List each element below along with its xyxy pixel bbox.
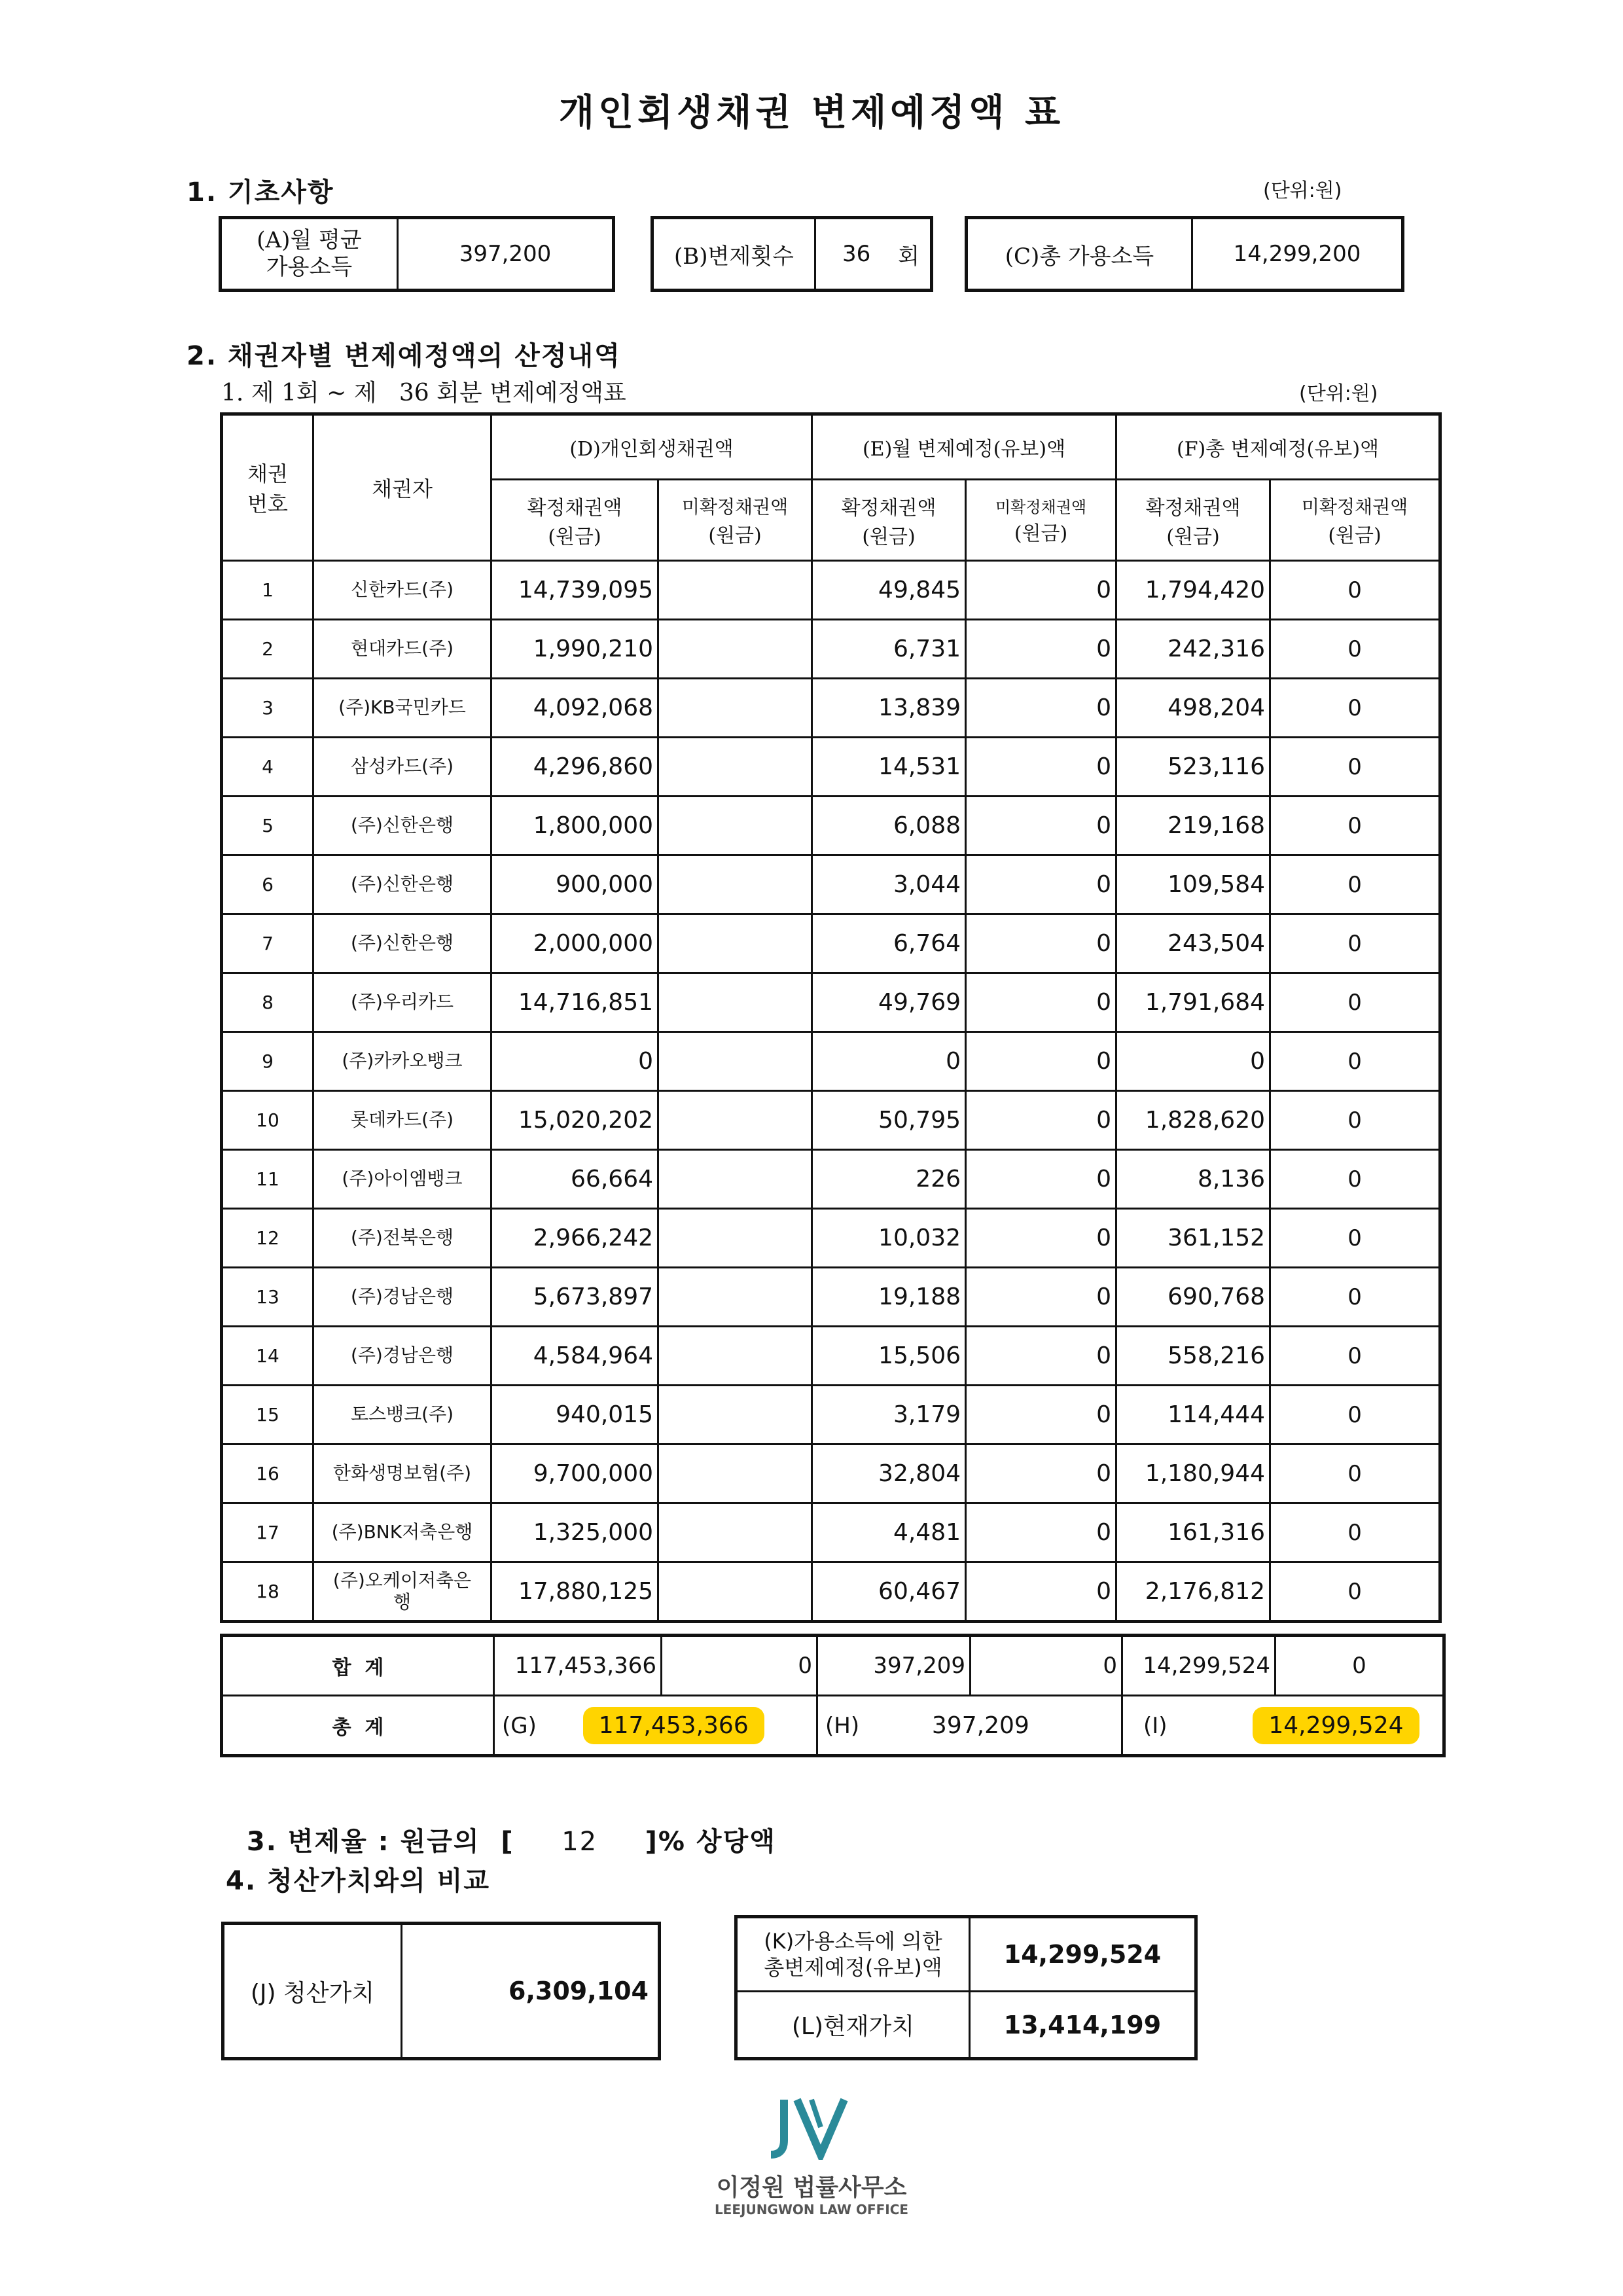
- row-e-confirmed: 6,764: [812, 914, 966, 973]
- row-e-confirmed: 226: [812, 1150, 966, 1209]
- subheader-d-confirmed: 확정채권액 (원금): [491, 480, 658, 561]
- row-d-confirmed: 14,716,851: [491, 973, 658, 1032]
- table-row: [222, 1150, 1440, 1209]
- row-creditor: (주)KB국민카드: [313, 679, 491, 738]
- row-d-confirmed: 1,325,000: [491, 1503, 658, 1562]
- page-title: 개인회생채권 변제예정액 표: [558, 91, 1065, 134]
- box-b-value: [816, 219, 930, 289]
- table-row: [222, 1032, 1440, 1091]
- row-f-confirmed: 161,316: [1116, 1503, 1270, 1562]
- law-office-name-en: LEEJUNGWON LAW OFFICE: [714, 2202, 909, 2217]
- row-f-unconfirmed: 0: [1270, 679, 1440, 738]
- j-label: (J) 청산가치: [224, 1925, 402, 2057]
- row-no: 13: [222, 1268, 313, 1327]
- row-e-confirmed: 50,795: [812, 1091, 966, 1150]
- section4-heading: 4. 청산가치와의 비교: [226, 1866, 490, 1896]
- section1-heading: 1. 기초사항: [187, 177, 334, 207]
- i-value: 14,299,524: [1253, 1707, 1419, 1744]
- row-f-confirmed: 1,794,420: [1116, 561, 1270, 620]
- row-d-unconfirmed: [658, 1562, 812, 1622]
- col-header-d: (D)개인회생채권액: [491, 414, 812, 480]
- row-d-confirmed: 4,296,860: [491, 738, 658, 797]
- table-row: [222, 679, 1440, 738]
- row-e-unconfirmed: 0: [966, 1209, 1116, 1268]
- row-creditor: (주)BNK저축은행: [313, 1503, 491, 1562]
- row-creditor: (주)경남은행: [313, 1327, 491, 1386]
- totals-table: [220, 1634, 1446, 1757]
- row-no: 16: [222, 1444, 313, 1503]
- i-label: (I): [1143, 1712, 1168, 1739]
- row-e-unconfirmed: 0: [966, 973, 1116, 1032]
- row-d-unconfirmed: [658, 1327, 812, 1386]
- row-f-confirmed: 1,791,684: [1116, 973, 1270, 1032]
- row-creditor: (주)경남은행: [313, 1268, 491, 1327]
- sum-e-unconfirmed: 0: [971, 1636, 1122, 1696]
- row-e-unconfirmed: 0: [966, 561, 1116, 620]
- row-e-confirmed: 15,506: [812, 1327, 966, 1386]
- section3-rate: [226, 1791, 776, 1858]
- box-b: [651, 216, 933, 292]
- grand-total-label: 총 계: [222, 1696, 494, 1756]
- row-d-confirmed: 4,584,964: [491, 1327, 658, 1386]
- table-row: [222, 1562, 1440, 1622]
- table-row: [222, 914, 1440, 973]
- table-row: [222, 1444, 1440, 1503]
- law-office-name: 이정원 법률사무소: [716, 2174, 907, 2201]
- row-e-confirmed: 49,769: [812, 973, 966, 1032]
- row-e-confirmed: 49,845: [812, 561, 966, 620]
- subheader-e-unconfirmed: 미확정채권액 (원금): [966, 480, 1116, 561]
- row-creditor: 토스뱅크(주): [313, 1386, 491, 1444]
- row-no: 5: [222, 797, 313, 855]
- subheader-d-unconfirmed: 미확정채권액 (원금): [658, 480, 812, 561]
- row-d-unconfirmed: [658, 797, 812, 855]
- row-no: 9: [222, 1032, 313, 1091]
- box-a-label: [222, 219, 399, 289]
- box-a: [219, 216, 615, 292]
- row-e-confirmed: 3,179: [812, 1386, 966, 1444]
- row-e-confirmed: 19,188: [812, 1268, 966, 1327]
- row-f-unconfirmed: 0: [1270, 1032, 1440, 1091]
- box-c: [965, 216, 1404, 292]
- box-a-label-line2: 가용소득: [266, 254, 353, 280]
- row-d-confirmed: 66,664: [491, 1150, 658, 1209]
- row-e-unconfirmed: 0: [966, 1562, 1116, 1622]
- col-header-e: (E)월 변제예정(유보)액: [812, 414, 1116, 480]
- col-header-no: 채권 번호: [222, 414, 313, 561]
- row-creditor: 롯데카드(주): [313, 1091, 491, 1150]
- rate-suffix: ]% 상당액: [645, 1827, 776, 1857]
- row-f-unconfirmed: 0: [1270, 855, 1440, 914]
- row-f-unconfirmed: 0: [1270, 1386, 1440, 1444]
- row-creditor: 현대카드(주): [313, 620, 491, 679]
- row-f-confirmed: 8,136: [1116, 1150, 1270, 1209]
- row-d-confirmed: 2,000,000: [491, 914, 658, 973]
- row-d-unconfirmed: [658, 620, 812, 679]
- grand-total-i: [1122, 1696, 1444, 1756]
- sum-f-unconfirmed: 0: [1275, 1636, 1444, 1696]
- row-creditor: (주)신한은행: [313, 797, 491, 855]
- col-header-creditor: 채권자: [313, 414, 491, 561]
- rate-value: 12: [562, 1827, 598, 1857]
- row-creditor: (주)카카오뱅크: [313, 1032, 491, 1091]
- row-d-unconfirmed: [658, 1386, 812, 1444]
- liquidation-value-box: [221, 1922, 661, 2060]
- grand-total-g: [494, 1696, 817, 1756]
- row-d-confirmed: 14,739,095: [491, 561, 658, 620]
- row-d-unconfirmed: [658, 973, 812, 1032]
- row-f-unconfirmed: 0: [1270, 1327, 1440, 1386]
- row-creditor: 신한카드(주): [313, 561, 491, 620]
- row-no: 11: [222, 1150, 313, 1209]
- row-f-unconfirmed: 0: [1270, 561, 1440, 620]
- row-e-unconfirmed: 0: [966, 855, 1116, 914]
- row-creditor: (주)우리카드: [313, 973, 491, 1032]
- row-e-confirmed: 14,531: [812, 738, 966, 797]
- row-creditor: 한화생명보험(주): [313, 1444, 491, 1503]
- sum-label: 합 계: [222, 1636, 494, 1696]
- subheader-f-unconfirmed: 미확정채권액 (원금): [1270, 480, 1440, 561]
- row-d-confirmed: 0: [491, 1032, 658, 1091]
- row-e-unconfirmed: 0: [966, 1032, 1116, 1091]
- row-d-unconfirmed: [658, 1444, 812, 1503]
- row-f-unconfirmed: 0: [1270, 1562, 1440, 1622]
- row-f-unconfirmed: 0: [1270, 620, 1440, 679]
- row-creditor: (주)신한은행: [313, 914, 491, 973]
- row-f-unconfirmed: 0: [1270, 1444, 1440, 1503]
- row-e-unconfirmed: 0: [966, 679, 1116, 738]
- row-e-unconfirmed: 0: [966, 914, 1116, 973]
- row-f-confirmed: 109,584: [1116, 855, 1270, 914]
- row-e-unconfirmed: 0: [966, 797, 1116, 855]
- box-b-label: (B)변제횟수: [654, 219, 816, 289]
- row-e-confirmed: 10,032: [812, 1209, 966, 1268]
- row-e-unconfirmed: 0: [966, 1268, 1116, 1327]
- row-e-confirmed: 0: [812, 1032, 966, 1091]
- row-e-unconfirmed: 0: [966, 1327, 1116, 1386]
- g-value: 117,453,366: [583, 1707, 764, 1744]
- table-row: [222, 738, 1440, 797]
- row-d-unconfirmed: [658, 738, 812, 797]
- section2-subheading: 1. 제 1회 ~ 제 36 회분 변제예정액표: [221, 380, 626, 406]
- row-f-confirmed: 114,444: [1116, 1386, 1270, 1444]
- subheader-f-confirmed: 확정채권액 (원금): [1116, 480, 1270, 561]
- row-d-unconfirmed: [658, 914, 812, 973]
- table-row: [222, 1091, 1440, 1150]
- row-f-confirmed: 0: [1116, 1032, 1270, 1091]
- row-d-unconfirmed: [658, 1268, 812, 1327]
- row-e-confirmed: 32,804: [812, 1444, 966, 1503]
- row-no: 7: [222, 914, 313, 973]
- row-e-confirmed: 60,467: [812, 1562, 966, 1622]
- row-e-unconfirmed: 0: [966, 1386, 1116, 1444]
- box-b-count: 36: [842, 241, 871, 267]
- table-row: [222, 855, 1440, 914]
- col-header-f: (F)총 변제예정(유보)액: [1116, 414, 1440, 480]
- sum-d-confirmed: 117,453,366: [494, 1636, 662, 1696]
- row-no: 3: [222, 679, 313, 738]
- box-a-label-line1: (A)월 평균: [257, 227, 362, 254]
- row-e-confirmed: 4,481: [812, 1503, 966, 1562]
- row-d-confirmed: 1,990,210: [491, 620, 658, 679]
- row-d-unconfirmed: [658, 1032, 812, 1091]
- comparison-box: [734, 1915, 1198, 2060]
- row-f-confirmed: 690,768: [1116, 1268, 1270, 1327]
- box-c-value: 14,299,200: [1233, 241, 1361, 267]
- row-e-unconfirmed: 0: [966, 1503, 1116, 1562]
- grand-total-h: [817, 1696, 1122, 1756]
- row-d-unconfirmed: [658, 679, 812, 738]
- row-d-confirmed: 4,092,068: [491, 679, 658, 738]
- table-row: [222, 1209, 1440, 1268]
- k-row: [738, 1918, 1194, 1992]
- row-f-confirmed: 1,828,620: [1116, 1091, 1270, 1150]
- row-f-unconfirmed: 0: [1270, 1091, 1440, 1150]
- row-f-confirmed: 498,204: [1116, 679, 1270, 738]
- row-no: 17: [222, 1503, 313, 1562]
- k-label-line1: (K)가용소득에 의한: [764, 1929, 942, 1954]
- row-d-confirmed: 900,000: [491, 855, 658, 914]
- row-d-confirmed: 9,700,000: [491, 1444, 658, 1503]
- row-d-confirmed: 1,800,000: [491, 797, 658, 855]
- row-f-unconfirmed: 0: [1270, 797, 1440, 855]
- table-row: [222, 1268, 1440, 1327]
- row-d-confirmed: 15,020,202: [491, 1091, 658, 1150]
- row-f-confirmed: 2,176,812: [1116, 1562, 1270, 1622]
- g-label: (G): [502, 1712, 537, 1739]
- row-f-confirmed: 361,152: [1116, 1209, 1270, 1268]
- row-f-unconfirmed: 0: [1270, 1209, 1440, 1268]
- table-row: [222, 1386, 1440, 1444]
- row-no: 8: [222, 973, 313, 1032]
- row-d-unconfirmed: [658, 561, 812, 620]
- row-d-confirmed: 940,015: [491, 1386, 658, 1444]
- table-row: [222, 620, 1440, 679]
- row-no: 10: [222, 1091, 313, 1150]
- row-no: 15: [222, 1386, 313, 1444]
- table-row: [222, 1327, 1440, 1386]
- table-row: [222, 973, 1440, 1032]
- row-e-confirmed: 6,731: [812, 620, 966, 679]
- row-d-unconfirmed: [658, 1209, 812, 1268]
- table-row: [222, 561, 1440, 620]
- section2-unit: (단위:원): [1299, 382, 1378, 405]
- row-f-confirmed: 219,168: [1116, 797, 1270, 855]
- row-e-confirmed: 13,839: [812, 679, 966, 738]
- h-value: 397,209: [931, 1712, 1029, 1739]
- table-row: [222, 1503, 1440, 1562]
- section2-heading: 2. 채권자별 변제예정액의 산정내역: [187, 341, 621, 371]
- rate-prefix: 3. 변제율 : 원금의 [: [246, 1827, 514, 1857]
- k-value: 14,299,524: [1003, 1940, 1162, 1969]
- row-f-confirmed: 242,316: [1116, 620, 1270, 679]
- h-label: (H): [825, 1712, 860, 1739]
- row-d-confirmed: 2,966,242: [491, 1209, 658, 1268]
- row-f-unconfirmed: 0: [1270, 914, 1440, 973]
- j-value: 6,309,104: [508, 1977, 649, 2005]
- box-a-value: 397,200: [459, 241, 552, 267]
- box-c-label: (C)총 가용소득: [968, 219, 1193, 289]
- row-f-unconfirmed: 0: [1270, 973, 1440, 1032]
- law-office-logo-icon: [766, 2094, 857, 2160]
- row-e-confirmed: 6,088: [812, 797, 966, 855]
- row-e-unconfirmed: 0: [966, 620, 1116, 679]
- sum-f-confirmed: 14,299,524: [1122, 1636, 1275, 1696]
- row-d-confirmed: 17,880,125: [491, 1562, 658, 1622]
- row-creditor: (주)신한은행: [313, 855, 491, 914]
- row-f-unconfirmed: 0: [1270, 738, 1440, 797]
- row-f-unconfirmed: 0: [1270, 1503, 1440, 1562]
- l-label: (L)현재가치: [738, 1992, 971, 2057]
- k-label: [738, 1918, 971, 1990]
- box-b-unit: 회: [898, 243, 919, 270]
- row-e-unconfirmed: 0: [966, 1444, 1116, 1503]
- table-row: [222, 797, 1440, 855]
- sum-d-unconfirmed: 0: [662, 1636, 817, 1696]
- row-no: 2: [222, 620, 313, 679]
- row-f-confirmed: 243,504: [1116, 914, 1270, 973]
- row-e-unconfirmed: 0: [966, 738, 1116, 797]
- row-creditor: (주)아이엠뱅크: [313, 1150, 491, 1209]
- row-no: 12: [222, 1209, 313, 1268]
- row-no: 4: [222, 738, 313, 797]
- row-creditor: (주)오케이저축은 행: [313, 1562, 491, 1622]
- row-e-unconfirmed: 0: [966, 1150, 1116, 1209]
- row-f-confirmed: 558,216: [1116, 1327, 1270, 1386]
- row-d-confirmed: 5,673,897: [491, 1268, 658, 1327]
- row-d-unconfirmed: [658, 855, 812, 914]
- row-f-unconfirmed: 0: [1270, 1150, 1440, 1209]
- section1-unit: (단위:원): [1263, 179, 1342, 202]
- row-d-unconfirmed: [658, 1503, 812, 1562]
- l-value: 13,414,199: [1003, 2010, 1162, 2039]
- row-d-unconfirmed: [658, 1091, 812, 1150]
- row-no: 14: [222, 1327, 313, 1386]
- subheader-e-confirmed: 확정채권액 (원금): [812, 480, 966, 561]
- row-creditor: 삼성카드(주): [313, 738, 491, 797]
- row-f-confirmed: 1,180,944: [1116, 1444, 1270, 1503]
- row-d-unconfirmed: [658, 1150, 812, 1209]
- row-f-unconfirmed: 0: [1270, 1268, 1440, 1327]
- row-e-unconfirmed: 0: [966, 1091, 1116, 1150]
- sum-e-confirmed: 397,209: [817, 1636, 971, 1696]
- row-e-confirmed: 3,044: [812, 855, 966, 914]
- k-label-line2: 총변제예정(유보)액: [764, 1955, 942, 1980]
- l-row: [738, 1992, 1194, 2057]
- row-f-confirmed: 523,116: [1116, 738, 1270, 797]
- row-creditor: (주)전북은행: [313, 1209, 491, 1268]
- row-no: 18: [222, 1562, 313, 1622]
- row-no: 6: [222, 855, 313, 914]
- repayment-table: [220, 412, 1442, 1623]
- row-no: 1: [222, 561, 313, 620]
